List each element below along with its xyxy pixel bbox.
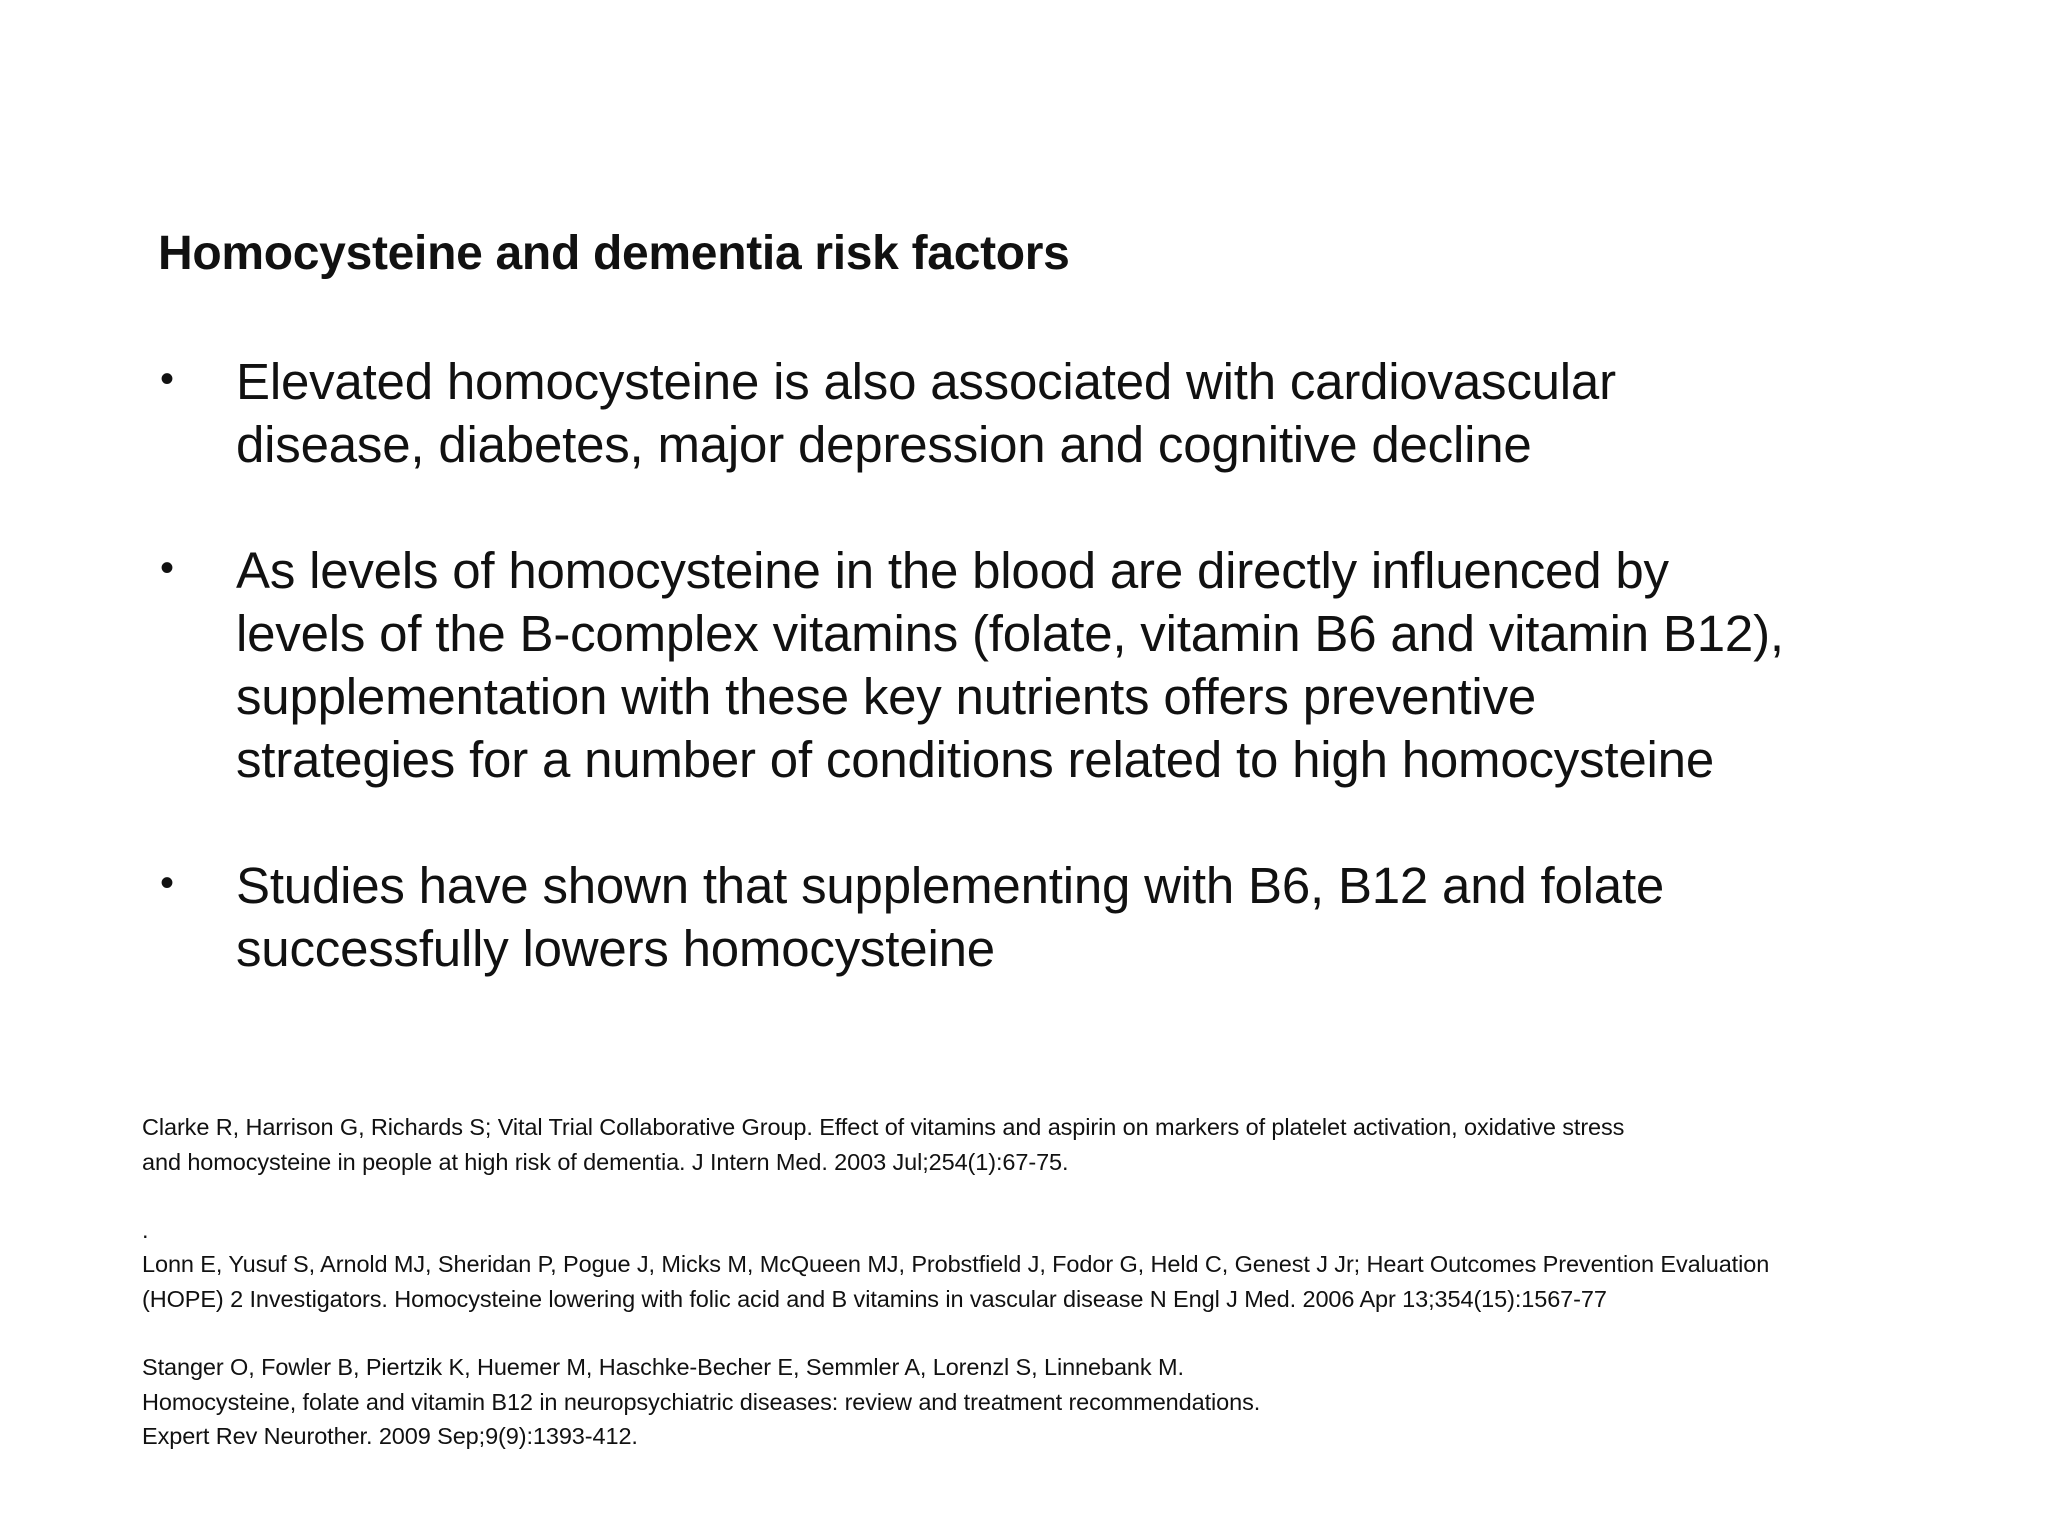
slide-title: Homocysteine and dementia risk factors [158, 227, 1070, 280]
references [142, 1110, 2022, 1488]
reference-line: Expert Rev Neurother. 2009 Sep;9(9):1393-412. [142, 1423, 638, 1449]
bullet-marker: • [160, 861, 174, 905]
reference-line: Lonn E, Yusuf S, Arnold MJ, Sheridan P, Pogue J, Micks M, McQueen MJ, Probstfield J, Fodor G, Held C, Genest J Jr; Heart Outcomes Prevention Evaluation [142, 1251, 1770, 1277]
bullet-list [158, 350, 1958, 1043]
bullet-text-line: strategies for a number of conditions related to high homocysteine [236, 731, 1714, 788]
reference-clarke [142, 1110, 2022, 1179]
reference-stanger [142, 1350, 2022, 1454]
bullet-text-line: levels of the B-complex vitamins (folate, vitamin B6 and vitamin B12), [236, 605, 1784, 662]
reference-line: Clarke R, Harrison G, Richards S; Vital Trial Collaborative Group. Effect of vitamins and aspirin on markers of platelet activation, oxidative stress [142, 1114, 1625, 1140]
reference-line: (HOPE) 2 Investigators. Homocysteine lowering with folic acid and B vitamins in vascular disease N Engl J Med. 2006 Apr 13;354(15):1567-77 [142, 1285, 1607, 1312]
reference-line: Homocysteine, folate and vitamin B12 in neuropsychiatric diseases: review and treatment recommendations. [142, 1388, 1261, 1415]
bullet-text-line: Studies have shown that supplementing with B6, B12 and folate [236, 857, 1665, 914]
reference-line: Stanger O, Fowler B, Piertzik K, Huemer M, Haschke-Becher E, Semmler A, Lorenzl S, Linnebank M. [142, 1354, 1184, 1380]
bullet-item [158, 854, 1958, 980]
reference-line: and homocysteine in people at high risk of dementia. J Intern Med. 2003 Jul;254(1):67-75. [142, 1148, 1069, 1175]
bullet-item [158, 539, 1958, 791]
bullet-text-line: disease, diabetes, major depression and cognitive decline [236, 416, 1532, 473]
bullet-item [158, 350, 1958, 476]
reference-separator: . [142, 1217, 149, 1243]
bullet-marker: • [160, 546, 174, 590]
bullet-marker: • [160, 357, 174, 401]
bullet-text-line: Elevated homocysteine is also associated with cardiovascular [236, 353, 1616, 410]
bullet-text-line: supplementation with these key nutrients offers preventive [236, 668, 1537, 725]
bullet-text-line: As levels of homocysteine in the blood are directly influenced by [236, 542, 1669, 599]
reference-lonn [142, 1213, 2022, 1316]
bullet-text-line: successfully lowers homocysteine [236, 920, 995, 977]
